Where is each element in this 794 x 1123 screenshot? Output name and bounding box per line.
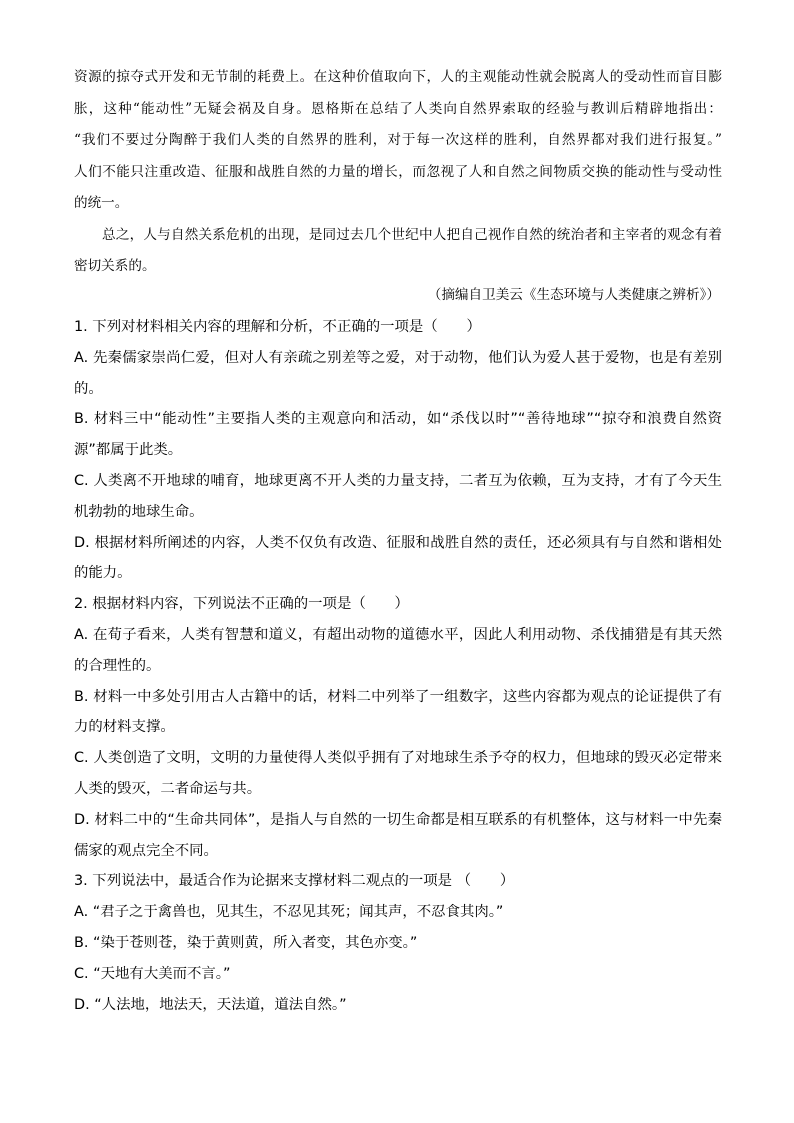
option-c: C. 人类离不开地球的哺育，地球更离不开人类的力量支持，二者互为依赖，互为支持，才有了今天生机勃勃的地球生命。 xyxy=(74,472,722,520)
question-list xyxy=(74,312,722,1020)
question-stem: 3. 下列说法中，最适合作为论据来支撑材料二观点的一项是 （ ） xyxy=(74,873,515,890)
passage-line: 人们不能只注重改造、征服和战胜自然的力量的增长，而忽视了人和自然之间物质交换的能动性与受动性 xyxy=(74,163,722,180)
option-d: D. “人法地，地法天，天法道，道法自然。” xyxy=(74,996,347,1013)
passage-line: 资源的掠夺式开发和无节制的耗费上。在这种价值取向下，人的主观能动性就会脱离人的受动性而盲目膨 xyxy=(74,69,722,85)
passage-source: （摘编自卫美云《生态环境与人类健康之辨析》） xyxy=(427,287,720,303)
passage-conclusion: 总之，人与自然关系危机的出现，是同过去几个世纪中人把自己视作自然的统治者和主宰者的观念有着密切关系的。 xyxy=(74,226,722,274)
reading-passage xyxy=(74,62,722,283)
option-a: A. 在荀子看来，人类有智慧和道义，有超出动物的道德水平，因此人利用动物、杀伐捕猎是有其天然的合理性的。 xyxy=(74,626,722,674)
option-d: D. 材料二中的“生命共同体”，是指人与自然的一切生命都是相互联系的有机整体，这与材料一中先秦儒家的观点完全不同。 xyxy=(74,811,722,859)
option-c: C. “天地有大美而不言。” xyxy=(74,965,231,982)
question-stem: 1. 下列对材料相关内容的理解和分析，不正确的一项是（ ） xyxy=(74,319,481,335)
option-b: B. “染于苍则苍，染于黄则黄，所入者变，其色亦变。” xyxy=(74,934,418,951)
question-2 xyxy=(74,589,722,866)
option-d: D. 根据材料所阐述的内容，人类不仅负有改造、征服和战胜自然的责任，还必须具有与自然和谐相处的能力。 xyxy=(74,534,722,582)
option-b: B. 材料一中多处引用古人古籍中的话，材料二中列举了一组数字，这些内容都为观点的论证提供了有力的材料支撑。 xyxy=(74,688,722,736)
passage-line: 的统一。 xyxy=(74,195,129,211)
passage-line: “我们不要过分陶醉于我们人类的自然界的胜利，对于每一次这样的胜利，自然界都对我们进行报复。” xyxy=(74,132,722,148)
question-3 xyxy=(74,866,722,1020)
question-stem: 2. 根据材料内容，下列说法不正确的一项是（ ） xyxy=(74,596,409,613)
option-c: C. 人类创造了文明，文明的力量使得人类似乎拥有了对地球生杀予夺的权力，但地球的毁灭必定带来人类的毁灭，二者命运与共。 xyxy=(74,750,722,797)
option-a: A. 先秦儒家崇尚仁爱，但对人有亲疏之别差等之爱，对于动物，他们认为爱人甚于爱物，也是有差别的。 xyxy=(74,349,722,397)
option-a: A. “君子之于禽兽也，见其生，不忍见其死；闻其声，不忍食其肉。” xyxy=(74,904,504,921)
question-1 xyxy=(74,312,722,589)
passage-line: 胀，这种“能动性”无疑会祸及自身。恩格斯在总结了人类向自然界索取的经验与教训后精辟地指出： xyxy=(74,100,722,117)
option-b: B. 材料三中“能动性”主要指人类的主观意向和活动，如“杀伐以时”“善待地球”“掠夺和浪费自然资源”都属于此类。 xyxy=(74,411,722,459)
